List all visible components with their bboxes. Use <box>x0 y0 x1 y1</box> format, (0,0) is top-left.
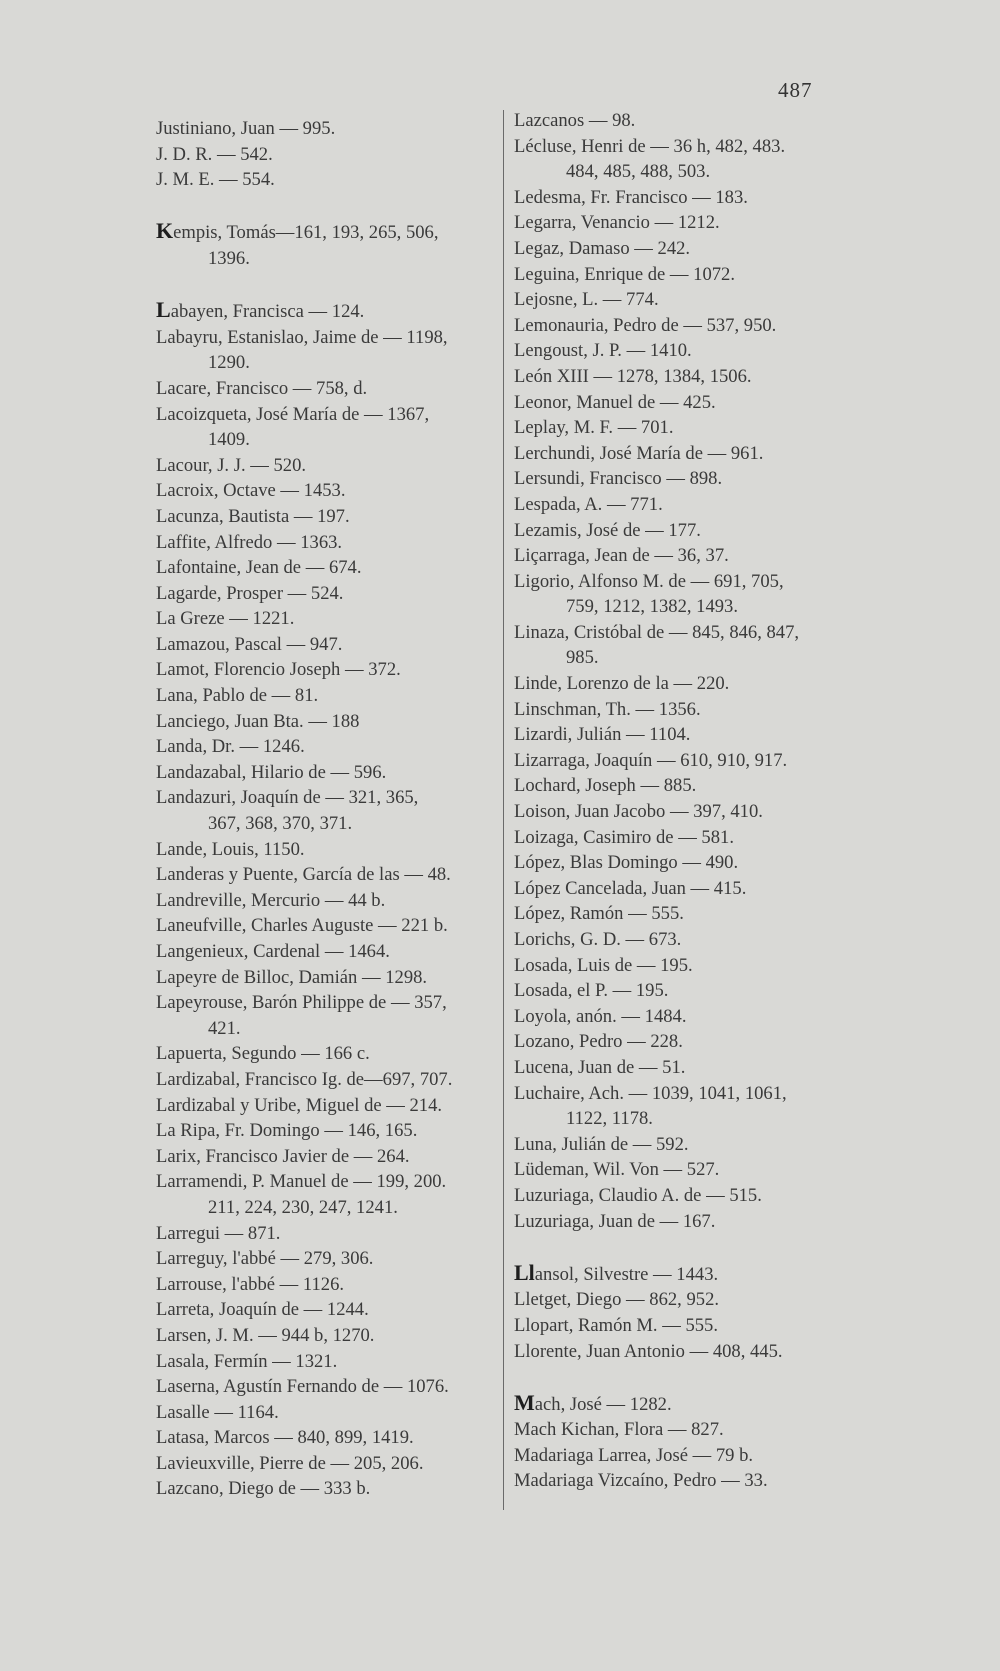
entry-text: Ligorio, Alfonso M. de — 691, 705, <box>514 570 784 592</box>
index-entry-continuation <box>156 246 501 272</box>
entry-text: Lamazou, Pascal — 947. <box>156 633 343 655</box>
entry-text: Legaz, Damaso — 242. <box>514 237 691 259</box>
index-entry <box>514 441 859 467</box>
entry-text: Lozano, Pedro — 228. <box>514 1031 683 1053</box>
index-entry-continuation <box>156 427 501 453</box>
index-entry <box>514 287 859 313</box>
entry-text: Lizarraga, Joaquín — 610, 910, 917. <box>514 749 788 771</box>
section-gap <box>514 1364 859 1390</box>
entry-text: Larramendi, P. Manuel de — 199, 200. <box>156 1171 447 1193</box>
index-entry-continuation <box>514 159 859 185</box>
index-entry <box>514 953 859 979</box>
entry-text: empis, Tomás—161, 193, 265, 506, <box>173 222 439 244</box>
index-entry <box>514 313 859 339</box>
index-entry-continuation <box>156 1195 501 1221</box>
index-entry <box>514 876 859 902</box>
entry-text: Justiniano, Juan — 995. <box>156 118 336 139</box>
entry-text: ansol, Silvestre — 1443. <box>534 1263 719 1285</box>
index-entry <box>514 1417 859 1443</box>
entry-text: Landazabal, Hilario de — 596. <box>156 761 387 783</box>
entry-text: López, Blas Domingo — 490. <box>514 852 739 874</box>
index-entry <box>156 760 501 786</box>
entry-text: López Cancelada, Juan — 415. <box>514 877 747 899</box>
index-entry <box>156 939 501 965</box>
entry-text: Lapeyrouse, Barón Philippe de — 357, <box>156 992 447 1014</box>
index-entry <box>156 116 501 142</box>
index-entry <box>514 722 859 748</box>
entry-text: Lerchundi, José María de — 961. <box>514 442 764 464</box>
entry-text: Lagarde, Prosper — 524. <box>156 582 344 604</box>
entry-text: Lavieuxville, Pierre de — 205, 206. <box>156 1452 424 1474</box>
index-entry <box>514 185 859 211</box>
entry-text: ach, José — 1282. <box>534 1393 672 1415</box>
index-entry-continuation <box>514 645 859 671</box>
index-entry-continuation <box>156 350 501 376</box>
index-entry <box>156 1118 501 1144</box>
index-entry <box>156 478 501 504</box>
entry-text: Lanciego, Juan Bta. — 188 <box>156 710 360 732</box>
entry-text: Lacroix, Octave — 1453. <box>156 480 346 502</box>
entry-text: Lejosne, L. — 774. <box>514 289 659 311</box>
entry-text: Lécluse, Henri de — 36 h, 482, 483. <box>514 135 786 157</box>
index-entry <box>156 376 501 402</box>
entry-text: Madariaga Vizcaíno, Pedro — 33. <box>514 1470 768 1492</box>
index-entry-continuation <box>156 811 501 837</box>
index-entry <box>156 453 501 479</box>
entry-text: Lorichs, G. D. — 673. <box>514 929 682 950</box>
entry-text: Lucena, Juan de — 51. <box>514 1056 686 1078</box>
index-entry <box>156 862 501 888</box>
index-entry <box>514 978 859 1004</box>
index-entry-continuation <box>514 1106 859 1132</box>
entry-text: Losada, Luis de — 195. <box>514 954 693 976</box>
entry-text: 1396. <box>208 247 250 269</box>
index-entry <box>156 1093 501 1119</box>
entry-text: Luchaire, Ach. — 1039, 1041, 1061, <box>514 1082 787 1104</box>
entry-text: Latasa, Marcos — 840, 899, 1419. <box>156 1427 414 1449</box>
entry-text: 1122, 1178. <box>566 1108 653 1130</box>
entry-text: Laffite, Alfredo — 1363. <box>156 531 343 553</box>
index-entry <box>156 581 501 607</box>
entry-text: Lasalle — 1164. <box>156 1401 279 1423</box>
index-entry <box>514 1183 859 1209</box>
entry-text: La Ripa, Fr. Domingo — 146, 165. <box>156 1120 418 1142</box>
index-entry-continuation <box>156 1016 501 1042</box>
entry-text: Loizaga, Casimiro de — 581. <box>514 826 734 848</box>
entry-text: Lafontaine, Jean de — 674. <box>156 557 362 579</box>
index-entry <box>156 1067 501 1093</box>
index-entry <box>514 1209 859 1235</box>
index-entry <box>514 338 859 364</box>
entry-text: Lasala, Fermín — 1321. <box>156 1350 338 1372</box>
index-entry <box>156 657 501 683</box>
index-entry <box>156 1041 501 1067</box>
index-entry <box>514 236 859 262</box>
section-initial: K <box>156 218 174 244</box>
entry-text: López, Ramón — 555. <box>514 903 684 925</box>
entry-text: La Greze — 1221. <box>156 608 295 630</box>
entry-text: Larregui — 871. <box>156 1222 281 1244</box>
entry-text: Lochard, Joseph — 885. <box>514 775 697 797</box>
entry-text: Lacunza, Bautista — 197. <box>156 505 350 527</box>
entry-text: Lletget, Diego — 862, 952. <box>514 1289 720 1311</box>
index-entry <box>514 927 859 953</box>
entry-text: Lengoust, J. P. — 1410. <box>514 340 692 362</box>
index-entry <box>514 620 859 646</box>
index-entry <box>156 167 501 193</box>
index-entry <box>156 837 501 863</box>
entry-text: Landazuri, Joaquín de — 321, 365, <box>156 787 419 809</box>
entry-text: Lemonauria, Pedro de — 537, 950. <box>514 314 777 336</box>
index-entry <box>514 108 859 134</box>
index-entry <box>156 555 501 581</box>
entry-text: Lapeyre de Billoc, Damián — 1298. <box>156 966 428 988</box>
index-entry <box>514 1313 859 1339</box>
index-entry <box>156 913 501 939</box>
entry-text: 985. <box>566 647 599 669</box>
section-gap <box>156 272 501 298</box>
section-initial: M <box>514 1389 535 1415</box>
index-entry <box>514 748 859 774</box>
index-entry <box>514 492 859 518</box>
entry-text: 1290. <box>208 352 250 374</box>
index-entry <box>514 262 859 288</box>
entry-text: Lersundi, Francisco — 898. <box>514 468 723 490</box>
index-entry <box>156 965 501 991</box>
index-entry <box>514 1055 859 1081</box>
index-entry <box>514 850 859 876</box>
entry-text: Llorente, Juan Antonio — 408, 445. <box>514 1340 783 1362</box>
entry-text: Llopart, Ramón M. — 555. <box>514 1314 718 1336</box>
entry-text: 484, 485, 488, 503. <box>566 161 711 183</box>
section-gap <box>156 193 501 219</box>
index-entry <box>156 632 501 658</box>
entry-text: Leonor, Manuel de — 425. <box>514 391 716 413</box>
entry-text: 367, 368, 370, 371. <box>208 813 353 835</box>
entry-text: Landreville, Mercurio — 44 b. <box>156 889 386 911</box>
entry-text: Larreta, Joaquín de — 1244. <box>156 1299 369 1321</box>
entry-text: Mach Kichan, Flora — 827. <box>514 1419 724 1441</box>
index-entry <box>156 1297 501 1323</box>
entry-text: Leplay, M. F. — 701. <box>514 417 674 439</box>
entry-text: Loyola, anón. — 1484. <box>514 1005 687 1027</box>
entry-text: Losada, el P. — 195. <box>514 980 669 1002</box>
index-entry <box>156 504 501 530</box>
index-entry <box>514 1339 859 1365</box>
index-entry <box>514 825 859 851</box>
entry-text: 421. <box>208 1017 241 1039</box>
entry-text: Larreguy, l'abbé — 279, 306. <box>156 1248 374 1270</box>
section-gap <box>514 1234 859 1260</box>
index-entry <box>156 1323 501 1349</box>
entry-text: Loison, Juan Jacobo — 397, 410. <box>514 801 763 823</box>
index-entry <box>514 1390 859 1418</box>
entry-text: Larix, Francisco Javier de — 264. <box>156 1145 410 1167</box>
index-entry <box>514 671 859 697</box>
index-entry <box>156 1221 501 1247</box>
index-entry <box>514 210 859 236</box>
entry-text: Larsen, J. M. — 944 b, 1270. <box>156 1324 375 1346</box>
index-entry <box>514 1443 859 1469</box>
entry-text: Legarra, Venancio — 1212. <box>514 212 720 234</box>
index-entry <box>156 1169 501 1195</box>
index-entry <box>514 799 859 825</box>
index-entry <box>514 390 859 416</box>
section-initial: Ll <box>514 1259 535 1285</box>
index-entry <box>514 773 859 799</box>
entry-text: Lespada, A. — 771. <box>514 493 663 515</box>
index-entry <box>156 1425 501 1451</box>
index-entry <box>156 709 501 735</box>
entry-text: Lacoizqueta, José María de — 1367, <box>156 403 430 425</box>
index-entry <box>156 1476 501 1502</box>
index-entry <box>514 134 859 160</box>
index-entry <box>156 606 501 632</box>
index-entry <box>514 1004 859 1030</box>
entry-text: Lamot, Florencio Joseph — 372. <box>156 659 401 681</box>
entry-text: Luzuriaga, Juan de — 167. <box>514 1210 716 1232</box>
index-entry <box>156 402 501 428</box>
entry-text: Langenieux, Cardenal — 1464. <box>156 941 390 962</box>
index-entry <box>156 530 501 556</box>
entry-text: Lardizabal y Uribe, Miguel de — 214. <box>156 1094 443 1116</box>
entry-text: 211, 224, 230, 247, 1241. <box>208 1196 398 1218</box>
entry-text: Lizardi, Julián — 1104. <box>514 724 691 746</box>
index-entry <box>156 1349 501 1375</box>
entry-text: Lüdeman, Wil. Von — 527. <box>514 1159 720 1181</box>
entry-text: Linschman, Th. — 1356. <box>514 698 701 720</box>
index-entry <box>156 1400 501 1426</box>
index-entry <box>156 990 501 1016</box>
page-number: 487 <box>778 78 813 102</box>
index-entry <box>156 218 501 246</box>
entry-text: Lazcanos — 98. <box>514 110 636 131</box>
entry-text: Landa, Dr. — 1246. <box>156 736 305 758</box>
index-entry <box>156 1451 501 1477</box>
entry-text: Lana, Pablo de — 81. <box>156 685 319 707</box>
index-entry <box>514 1132 859 1158</box>
entry-text: 1409. <box>208 429 250 451</box>
index-entry <box>514 364 859 390</box>
index-entry <box>514 543 859 569</box>
index-entry <box>514 1081 859 1107</box>
entry-text: J. D. R. — 542. <box>156 143 273 165</box>
entry-text: Laneufville, Charles Auguste — 221 b. <box>156 915 448 937</box>
entry-text: Lande, Louis, 1150. <box>156 838 305 860</box>
entry-text: Linde, Lorenzo de la — 220. <box>514 673 730 695</box>
index-entry <box>514 518 859 544</box>
index-entry <box>514 1260 859 1288</box>
index-entry <box>156 1272 501 1298</box>
entry-text: Lacare, Francisco — 758, d. <box>156 377 368 399</box>
entry-text: Luna, Julián de — 592. <box>514 1133 689 1155</box>
index-entry <box>514 466 859 492</box>
index-entry <box>156 297 501 325</box>
index-entry <box>156 1374 501 1400</box>
index-entry <box>514 697 859 723</box>
entry-text: J. M. E. — 554. <box>156 169 275 191</box>
index-entry <box>514 1468 859 1494</box>
index-entry <box>514 415 859 441</box>
section-initial: L <box>156 297 171 323</box>
entry-text: Lacour, J. J. — 520. <box>156 454 307 476</box>
entry-text: abayen, Francisca — 124. <box>170 301 365 323</box>
entry-text: León XIII — 1278, 1384, 1506. <box>514 365 752 387</box>
index-entry <box>156 1246 501 1272</box>
entry-text: Lapuerta, Segundo — 166 c. <box>156 1043 370 1065</box>
entry-text: Madariaga Larrea, José — 79 b. <box>514 1444 754 1466</box>
entry-text: Ledesma, Fr. Francisco — 183. <box>514 186 748 208</box>
index-column-left <box>156 116 501 1502</box>
index-entry <box>156 734 501 760</box>
index-entry-continuation <box>514 594 859 620</box>
index-entry <box>156 1144 501 1170</box>
entry-text: Liçarraga, Jean de — 36, 37. <box>514 545 729 567</box>
index-entry <box>514 1029 859 1055</box>
column-divider <box>503 110 504 1510</box>
entry-text: Larrouse, l'abbé — 1126. <box>156 1273 345 1295</box>
entry-text: Lardizabal, Francisco Ig. de—697, 707. <box>156 1068 453 1090</box>
index-entry <box>514 569 859 595</box>
entry-text: Luzuriaga, Claudio A. de — 515. <box>514 1184 762 1206</box>
index-entry <box>156 142 501 168</box>
entry-text: Laserna, Agustín Fernando de — 1076. <box>156 1376 449 1398</box>
index-entry <box>156 325 501 351</box>
index-entry <box>156 888 501 914</box>
entry-text: Leguina, Enrique de — 1072. <box>514 263 736 285</box>
entry-text: Landeras y Puente, García de las — 48. <box>156 864 451 886</box>
index-entry <box>156 785 501 811</box>
index-entry <box>514 1157 859 1183</box>
index-entry <box>514 1287 859 1313</box>
entry-text: 759, 1212, 1382, 1493. <box>566 596 738 618</box>
index-column-right <box>514 108 859 1494</box>
entry-text: Labayru, Estanislao, Jaime de — 1198, <box>156 326 448 348</box>
index-entry <box>156 683 501 709</box>
entry-text: Linaza, Cristóbal de — 845, 846, 847, <box>514 621 800 643</box>
entry-text: Lazcano, Diego de — 333 b. <box>156 1478 371 1500</box>
index-entry <box>514 901 859 927</box>
entry-text: Lezamis, José de — 177. <box>514 519 701 541</box>
